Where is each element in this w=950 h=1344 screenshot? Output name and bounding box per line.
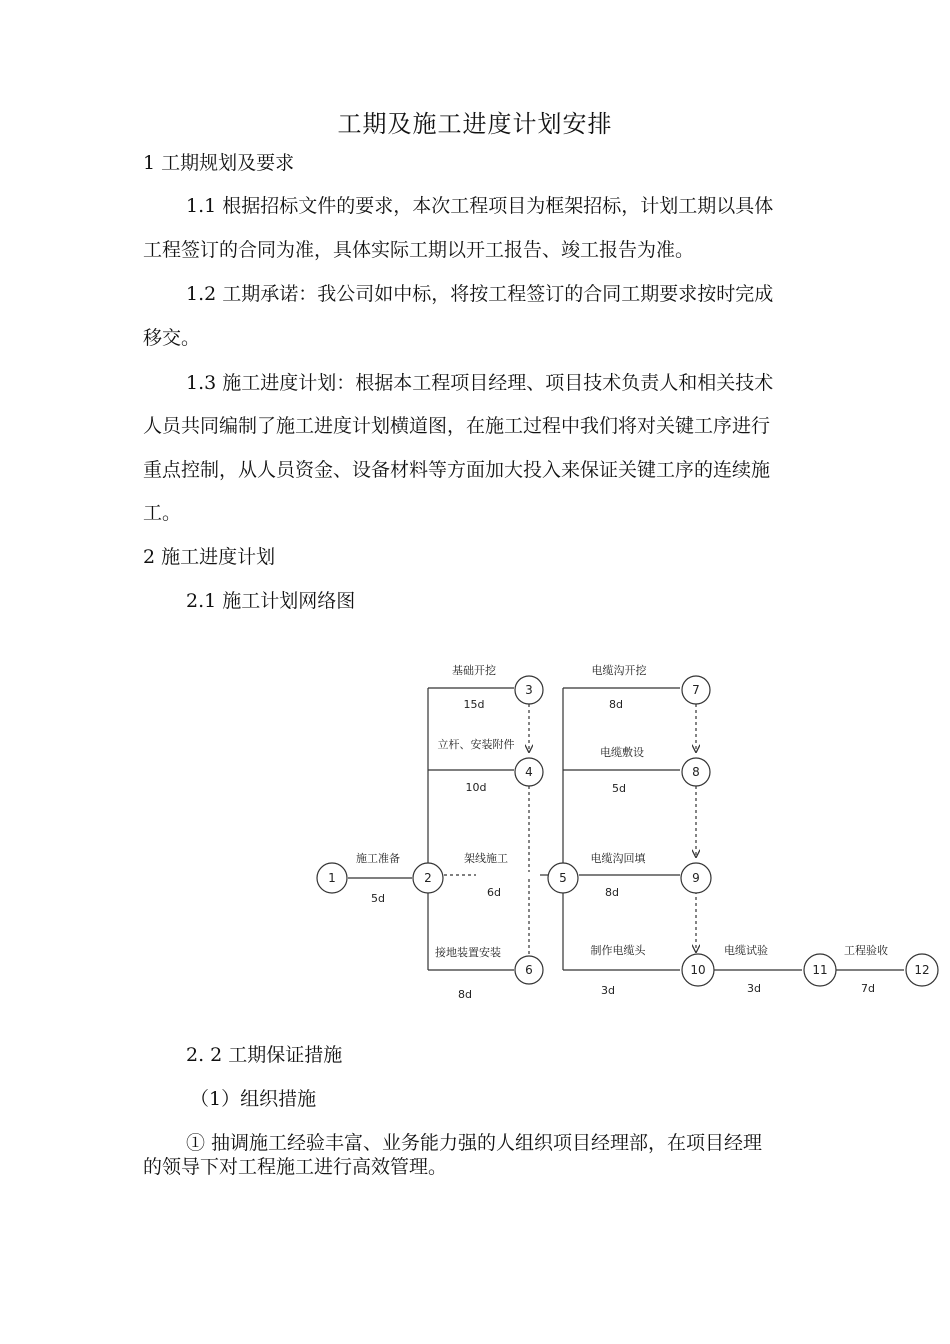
- svg-text:1: 1: [328, 871, 336, 885]
- activity-duration: 5d: [612, 782, 626, 795]
- svg-text:3: 3: [525, 683, 533, 697]
- measure-1-line-2: 的领导下对工程施工进行高效管理。: [143, 1156, 448, 1178]
- node-4: [515, 758, 543, 786]
- activity-duration: 3d: [747, 982, 761, 995]
- activity-duration: 15d: [463, 698, 485, 711]
- node-9: [681, 863, 711, 893]
- activity-label: 制作电缆头: [590, 944, 646, 957]
- svg-text:7: 7: [692, 683, 700, 697]
- activity-duration: 5d: [371, 892, 385, 905]
- activity-label: 接地装置安装: [435, 946, 501, 959]
- activity-duration: 6d: [487, 886, 501, 899]
- paragraph-1-2-line-2: 移交。: [143, 327, 201, 349]
- section-1-heading: 1 工期规划及要求: [143, 152, 295, 174]
- paragraph-1-3-line-2: 人员共同编制了施工进度计划横道图，在施工过程中我们将对关键工序进行: [143, 415, 771, 437]
- node-11: [804, 954, 836, 986]
- activity-label: 电缆敷设: [600, 746, 644, 759]
- activity-duration: 10d: [465, 781, 487, 794]
- node-10: [682, 954, 714, 986]
- node-2: [413, 863, 443, 893]
- node-8: [682, 758, 710, 786]
- svg-text:6: 6: [525, 963, 533, 977]
- paragraph-1-3-line-3: 重点控制，从人员资金、设备材料等方面加大投入来保证关键工序的连续施: [143, 459, 771, 481]
- paragraph-1-2-line-1: 1.2 工期承诺：我公司如中标，将按工程签订的合同工期要求按时完成: [186, 283, 774, 305]
- svg-text:4: 4: [525, 765, 533, 779]
- node-7: [682, 676, 710, 704]
- activity-label: 工程验收: [844, 944, 888, 957]
- svg-text:2: 2: [424, 871, 432, 885]
- paragraph-1-1-line-1: 1.1 根据招标文件的要求，本次工程项目为框架招标，计划工期以具体: [186, 195, 774, 217]
- activity-duration: 8d: [609, 698, 623, 711]
- activity-duration: 3d: [601, 984, 615, 997]
- svg-text:10: 10: [690, 963, 706, 977]
- section-2-heading: 2 施工进度计划: [143, 546, 276, 568]
- node-3: [515, 676, 543, 704]
- network-diagram: [300, 640, 940, 1020]
- activity-label: 电缆沟开挖: [591, 664, 647, 677]
- measure-1-line-1: ① 抽调施工经验丰富、业务能力强的人组织项目经理部，在项目经理: [186, 1132, 763, 1154]
- paragraph-1-1-line-2: 工程签订的合同为准，具体实际工期以开工报告、竣工报告为准。: [143, 239, 695, 261]
- activity-label: 立杆、安装附件: [437, 738, 515, 751]
- node-6: [515, 956, 543, 984]
- svg-text:5: 5: [559, 871, 567, 885]
- svg-text:12: 12: [914, 963, 930, 977]
- paragraph-1-3-line-1: 1.3 施工进度计划：根据本工程项目经理、项目技术负责人和相关技术: [186, 372, 774, 394]
- activity-duration: 7d: [861, 982, 875, 995]
- network-nodes: [317, 676, 938, 986]
- svg-text:9: 9: [692, 871, 700, 885]
- activity-label: 电缆沟回填: [590, 852, 646, 865]
- node-12: [906, 954, 938, 986]
- svg-text:11: 11: [812, 963, 828, 977]
- activity-label: 架线施工: [464, 852, 508, 865]
- node-1: [317, 863, 347, 893]
- activity-label: 电缆试验: [724, 944, 768, 957]
- section-2-2-heading: 2. 2 工期保证措施: [186, 1044, 343, 1066]
- section-2-1-heading: 2.1 施工计划网络图: [186, 590, 356, 612]
- activity-labels: [356, 663, 888, 1001]
- activity-label: 基础开挖: [452, 664, 496, 677]
- activity-lines: [348, 688, 904, 970]
- svg-text:8: 8: [692, 765, 700, 779]
- activity-duration: 8d: [605, 886, 619, 899]
- node-5: [548, 863, 578, 893]
- paragraph-1-3-line-4: 工。: [143, 502, 182, 524]
- activity-label: 施工准备: [356, 852, 400, 865]
- document-title: 工期及施工进度计划安排: [337, 110, 613, 138]
- activity-duration: 8d: [458, 988, 472, 1001]
- section-2-2-1-heading: （1）组织措施: [190, 1088, 317, 1110]
